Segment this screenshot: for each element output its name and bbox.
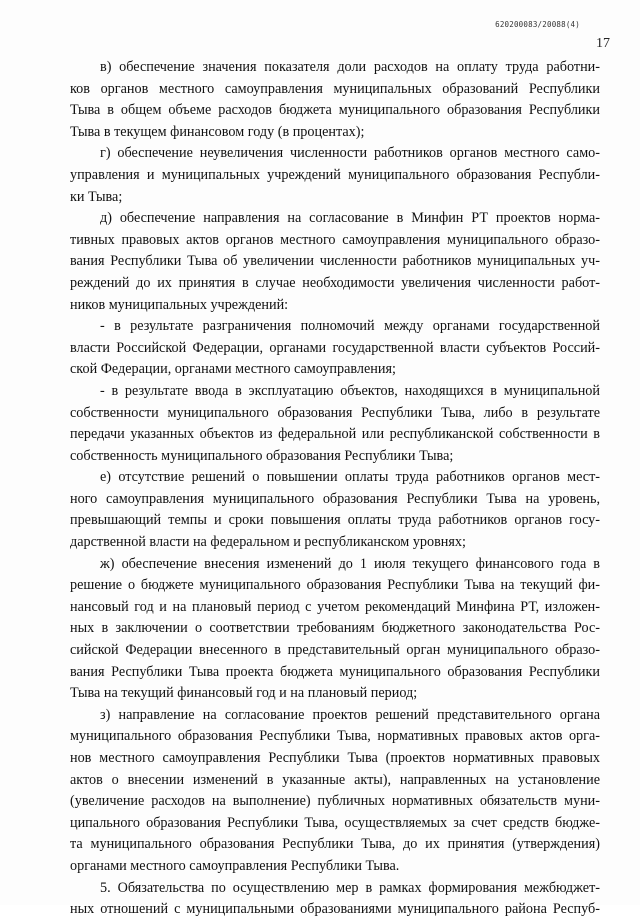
text-line: Тыва в текущем финансовом году (в процентах); xyxy=(70,123,365,140)
text-line: вания Республики Тыва проекта бюджета муниципального образования Республики xyxy=(70,663,600,680)
text-line: 5. Обязательства по осуществлению мер в рамках формирования межбюджет- xyxy=(100,879,600,896)
text-line: Тыва на текущий финансовый год и на плановый период; xyxy=(70,685,418,702)
text-line: тивных правовых актов органов местного самоуправления муниципального образо- xyxy=(70,231,600,248)
text-line: д) обеспечение направления на согласование в Минфин РТ проектов норма- xyxy=(100,210,600,227)
text-line: та муниципального образования Республики Тыва, до их принятия (утверждения) xyxy=(70,836,600,853)
paragraph xyxy=(70,57,600,143)
text-line: управления и муниципальных учреждений муниципального образования Республи- xyxy=(70,166,600,183)
document-code: 620200083/20088(4) xyxy=(495,20,580,29)
text-line: ки Тыва; xyxy=(70,188,123,205)
paragraph xyxy=(70,705,600,878)
paragraph xyxy=(70,381,600,467)
page-number: 17 xyxy=(596,36,610,51)
text-line: сийской Федерации внесенного в представительный орган муниципального образо- xyxy=(70,642,600,659)
paragraph xyxy=(70,143,600,208)
text-line: г) обеспечение неувеличения численности работников органов местного само- xyxy=(100,145,600,162)
text-line: ж) обеспечение внесения изменений до 1 июля текущего финансового года в xyxy=(100,555,600,572)
text-line: ской Федерации, органами местного самоуправления; xyxy=(70,361,396,378)
document-body xyxy=(70,57,600,921)
text-line: в) обеспечение значения показателя доли расходов на оплату труда работни- xyxy=(100,59,600,75)
text-line: актов о внесении изменений в указанные акты), направленных на установление xyxy=(70,771,600,788)
text-line: ципального образования Республики Тыва, осуществляемых за счет средств бюдже- xyxy=(70,814,600,831)
text-line: - в результате разграничения полномочий между органами государственной xyxy=(100,318,600,335)
text-line: собственность муниципального образования Республики Тыва; xyxy=(70,447,454,464)
text-line: ных отношений с муниципальными образованиями муниципального района Респуб- xyxy=(70,901,600,918)
paragraph xyxy=(70,316,600,381)
text-line: ников муниципальных учреждений: xyxy=(70,296,289,313)
text-line: з) направление на согласование проектов решений представительного органа xyxy=(100,706,600,723)
text-line: собственности муниципального образования Республики Тыва, либо в результате xyxy=(70,404,600,421)
text-line: Тыва в общем объеме расходов бюджета муниципального образования Республики xyxy=(70,102,600,119)
paragraph xyxy=(70,208,600,316)
text-line: ных в заключении о соответствии требованиям бюджетного законодательства Рос- xyxy=(70,620,600,637)
text-line: дарственной власти на федеральном и республиканском уровнях; xyxy=(70,534,466,551)
text-line: ков органов местного самоуправления муниципальных образований Республики xyxy=(70,80,600,97)
text-line: - в результате ввода в эксплуатацию объектов, находящихся в муниципальной xyxy=(100,382,600,399)
text-line: нов местного самоуправления Республики Тыва (проектов нормативных правовых xyxy=(70,750,600,766)
text-line: власти Российской Федерации, органами государственной власти субъектов Россий- xyxy=(70,339,600,356)
text-line: муниципального образования Республики Тыва, нормативных правовых актов орга- xyxy=(70,728,600,745)
text-line: реждений до их принятия в случае необходимости увеличения численности работ- xyxy=(70,274,600,291)
paragraph xyxy=(70,467,600,553)
text-line: нансовый год и на плановый период с учетом рекомендаций Минфина РТ, изложен- xyxy=(70,598,600,615)
text-line: (увеличение расходов на выполнение) публичных нормативных обязательств муни- xyxy=(70,793,600,810)
text-line: превышающий темпы и сроки повышения оплаты труда работников органов госу- xyxy=(70,512,600,529)
text-line: ного самоуправления муниципального образования Республики Тыва на уровень, xyxy=(70,490,600,507)
text-line: е) отсутствие решений о повышении оплаты труда работников органов мест- xyxy=(100,469,600,486)
paragraph xyxy=(70,878,600,921)
text-line: органами местного самоуправления Республики Тыва. xyxy=(70,857,400,874)
text-line: решение о бюджете муниципального образования Республики Тыва на текущий фи- xyxy=(70,577,600,594)
paragraph xyxy=(70,554,600,705)
text-line: вания Республики Тыва об увеличении численности работников муниципальных уч- xyxy=(70,253,600,270)
text-line: передачи указанных объектов из федеральной или республиканской собственности в xyxy=(70,426,600,443)
